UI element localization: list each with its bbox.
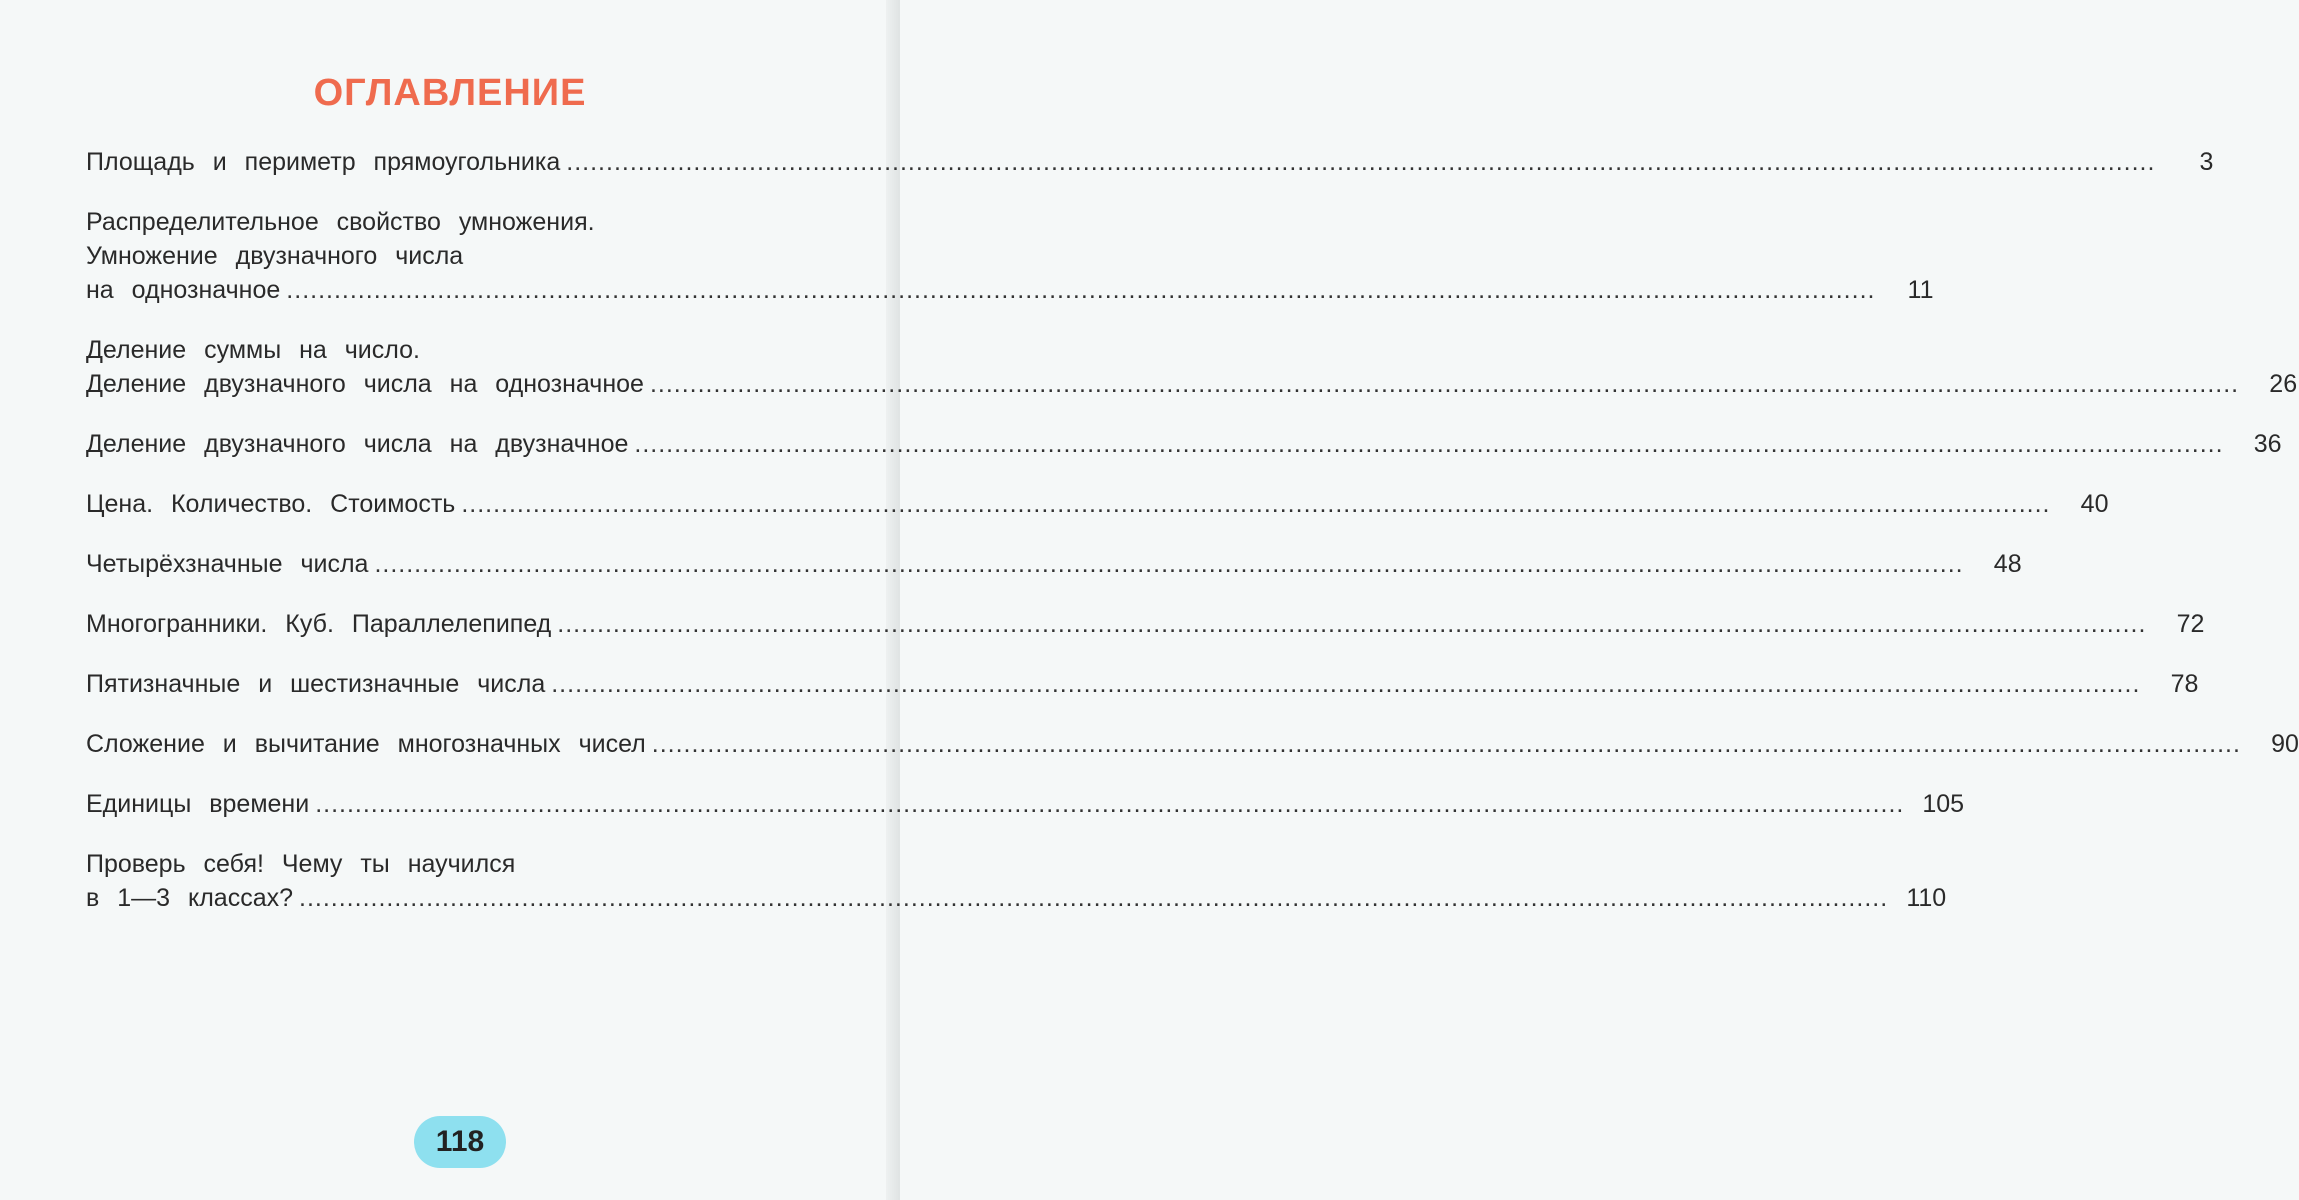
toc-entry-last-line: [86, 487, 2109, 521]
toc-entry-title: Пятизначные и шестизначные числа: [86, 670, 546, 698]
dot-leader: ........................................................................................................................................................................................................: [374, 550, 1964, 578]
toc-entry: [86, 333, 2298, 401]
toc-page-number: 78: [2170, 670, 2199, 698]
toc-entry-title: Проверь себя! Чему ты научился: [86, 850, 516, 878]
page-edge: [886, 0, 900, 1200]
toc-entry-last-line: [86, 667, 2199, 701]
toc-page-number: 36: [2253, 430, 2282, 458]
page-number-badge: [414, 1116, 506, 1168]
toc-entry-title: Умножение двузначного числа: [86, 242, 464, 270]
toc-entry: [86, 607, 2205, 641]
toc-entry-line: [86, 205, 852, 239]
toc-entry-last-line: [86, 881, 1947, 915]
toc-entry: [86, 205, 1934, 307]
dot-leader: ........................................................................................................................................................................................................: [566, 148, 2156, 176]
toc-entry-last-line: [86, 547, 2022, 581]
toc-entry-title: Площадь и периметр прямоугольника: [86, 148, 561, 176]
toc-entry-title: Четырёхзначные числа: [86, 550, 369, 578]
dot-leader: ........................................................................................................................................................................................................: [557, 610, 2147, 638]
toc-entry-last-line: [86, 427, 2282, 461]
toc-entry-line: [86, 847, 852, 881]
toc-entry: [86, 787, 1965, 821]
dot-leader: ........................................................................................................................................................................................................: [286, 276, 1876, 304]
toc-entry-title: Единицы времени: [86, 790, 310, 818]
toc-page-number: 105: [1922, 790, 1965, 818]
toc-entry-title: Распределительное свойство умножения.: [86, 208, 595, 236]
toc-entry-line: [86, 333, 852, 367]
dot-leader: ........................................................................................................................................................................................................: [461, 490, 2051, 518]
toc-entry: [86, 427, 2282, 461]
toc-entry-title: в 1—3 классах?: [86, 884, 293, 912]
toc-entry-last-line: [86, 607, 2205, 641]
dot-leader: ........................................................................................................................................................................................................: [299, 884, 1889, 912]
toc-entry-title: на однозначное: [86, 276, 281, 304]
dot-leader: ........................................................................................................................................................................................................: [649, 370, 2240, 398]
toc-page-number: 48: [1993, 550, 2022, 578]
toc-page-number: 40: [2080, 490, 2109, 518]
toc-page-number: 72: [2176, 610, 2205, 638]
dot-leader: ........................................................................................................................................................................................................: [315, 790, 1905, 818]
dot-leader: ........................................................................................................................................................................................................: [551, 670, 2141, 698]
toc-entry-title: Цена. Количество. Стоимость: [86, 490, 456, 518]
toc-entry-title: Многогранники. Куб. Параллелепипед: [86, 610, 552, 638]
toc-entry-last-line: [86, 273, 1934, 307]
toc-entry: [86, 487, 2109, 521]
toc-entry-title: Деление суммы на число.: [86, 336, 420, 364]
toc-entry-last-line: [86, 727, 2299, 761]
toc-entry-last-line: [86, 367, 2298, 401]
dot-leader: ........................................................................................................................................................................................................: [651, 730, 2241, 758]
toc-page-number: 11: [1907, 276, 1934, 304]
toc-page-number: 3: [2199, 148, 2214, 176]
toc-entry-last-line: [86, 787, 1965, 821]
toc-entry: [86, 667, 2199, 701]
toc-entry-title: Сложение и вычитание многозначных чисел: [86, 730, 646, 758]
toc-entry-title: Деление двузначного числа на двузначное: [86, 430, 629, 458]
toc-page-number: 26: [2269, 370, 2298, 398]
toc-entry: [86, 847, 1947, 915]
toc-page-number: 90: [2271, 730, 2299, 758]
toc-entry: [86, 727, 2299, 761]
toc-entry-line: [86, 239, 852, 273]
toc-entry-last-line: [86, 145, 2214, 179]
dot-leader: ........................................................................................................................................................................................................: [634, 430, 2224, 458]
toc-entry: [86, 145, 2214, 179]
toc-entry-title: Деление двузначного числа на однозначное: [86, 370, 644, 398]
table-of-contents: [86, 145, 2299, 941]
toc-entry: [86, 547, 2022, 581]
page-number: 118: [435, 1125, 485, 1158]
toc-page-number: 110: [1906, 884, 1947, 912]
page-title: ОГЛАВЛЕНИЕ: [313, 72, 587, 114]
